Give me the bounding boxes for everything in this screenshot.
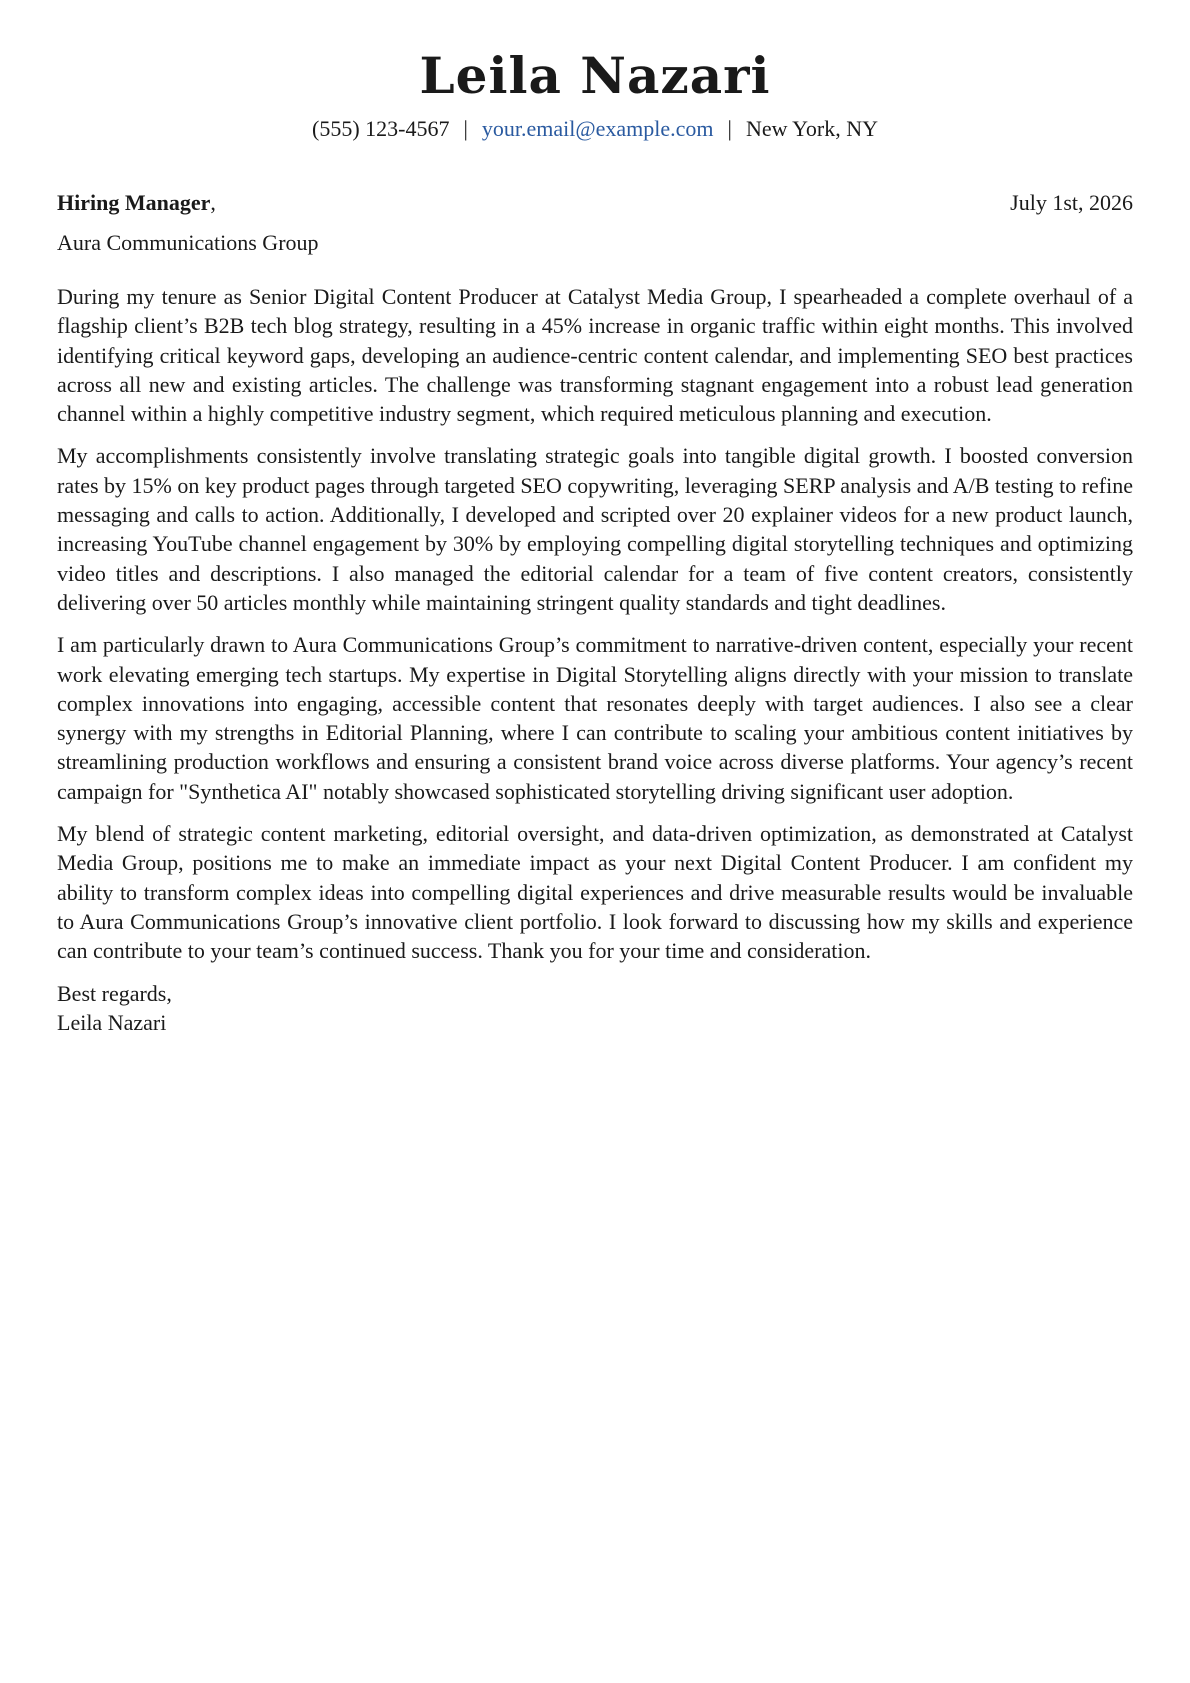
body-paragraph: My accomplishments consistently involve translating strategic goals into tangible digital growth. I boosted conversion rates by 15% on key product pages through targeted SEO copywriting, leveraging SERP analysis and A/B testing to refine messaging and calls to action. Additionally, I developed and scripted over 20 explainer videos for a new product launch, increasing YouTube channel engagement by 30% by employing compelling digital storytelling techniques and optimizing video titles and descriptions. I also managed the editorial calendar for a team of five content creators, consistently delivering over 50 articles monthly while maintaining stringent quality standards and tight deadlines. <box>57 443 1133 615</box>
separator: | <box>727 116 732 141</box>
email-link[interactable]: your.email@example.com <box>481 116 714 141</box>
signature-name: Leila Nazari <box>57 1009 167 1035</box>
recipient-date-row <box>57 188 1133 218</box>
letter-closing <box>57 979 1133 1038</box>
letter-body <box>57 282 1133 966</box>
separator: | <box>463 116 468 141</box>
contact-line <box>57 114 1133 144</box>
phone-number: (555) 123-4567 <box>312 116 450 141</box>
recipient-title: Hiring Manager <box>57 190 211 215</box>
location: New York, NY <box>745 116 878 141</box>
applicant-name: Leila Nazari <box>419 46 771 105</box>
recipient-company: Aura Communications Group <box>57 230 319 255</box>
recipient-title-suffix: , <box>210 190 216 215</box>
body-paragraph: My blend of strategic content marketing, editorial oversight, and data-driven optimization, as demonstrated at Catalyst Media Group, positions me to make an immediate impact as your next Digital Content Producer. I am confident my ability to transform complex ideas into compelling digital experiences and drive measurable results would be invaluable to Aura Communications Group’s innovative client portfolio. I look forward to discussing how my skills and experience can contribute to your team’s continued success. Thank you for your time and consideration. <box>57 821 1133 964</box>
body-paragraph: I am particularly drawn to Aura Communications Group’s commitment to narrative-driven content, especially your recent work elevating emerging tech startups. My expertise in Digital Storytelling aligns directly with your mission to translate complex innovations into engaging, accessible content that resonates deeply with target audiences. I also see a clear synergy with my strengths in Editorial Planning, where I can contribute to scaling your ambitious content initiatives by streamlining production workflows and ensuring a consistent brand voice across diverse platforms. Your agency’s recent campaign for "Synthetica AI" notably showcased sophisticated storytelling driving significant user adoption. <box>57 632 1133 804</box>
cover-letter-page <box>57 0 1133 1037</box>
body-paragraph: During my tenure as Senior Digital Content Producer at Catalyst Media Group, I spearheaded a complete overhaul of a flagship client’s B2B tech blog strategy, resulting in a 45% increase in organic traffic within eight months. This involved identifying critical keyword gaps, developing an audience-centric content calendar, and implementing SEO best practices across all new and existing articles. The challenge was transforming stagnant engagement into a robust lead generation channel within a highly competitive industry segment, which required meticulous planning and execution. <box>57 284 1133 427</box>
closing-salutation: Best regards, <box>57 980 172 1006</box>
letter-date: July 1st, 2026 <box>1010 190 1133 215</box>
letter-header <box>57 0 1133 144</box>
